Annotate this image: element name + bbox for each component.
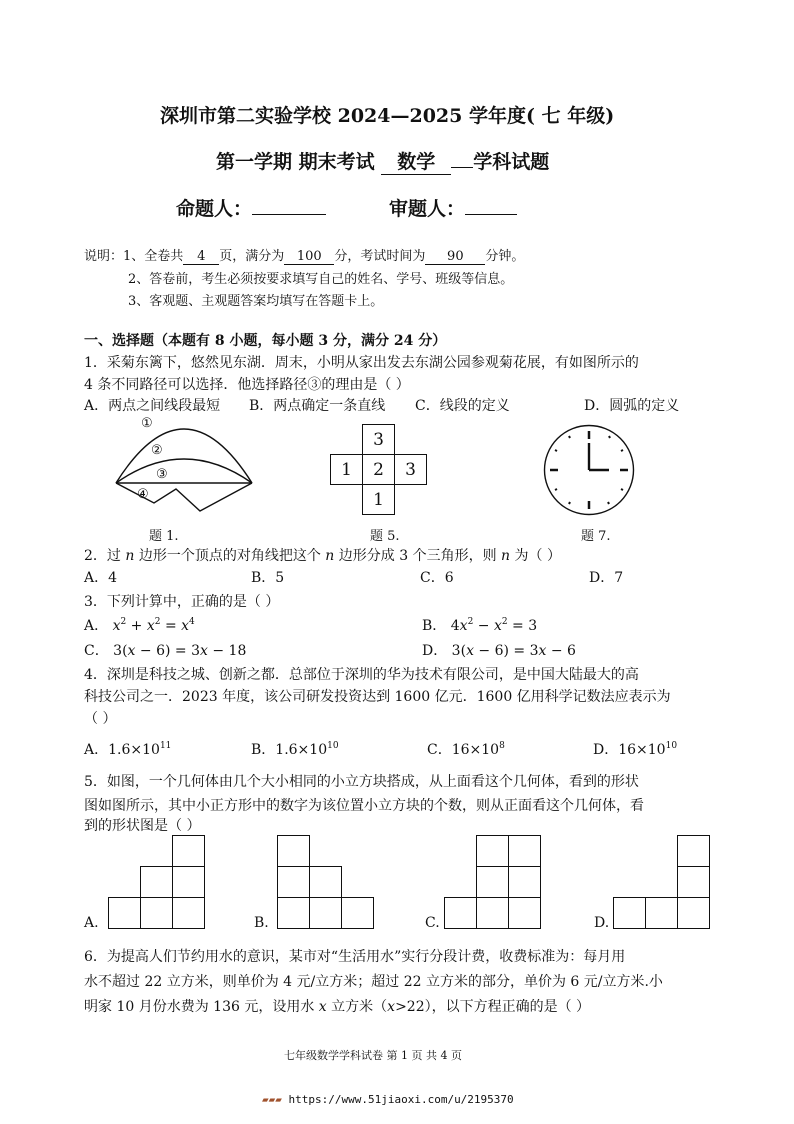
shape-a-cell — [172, 866, 205, 898]
q4-line2: 科技公司之一．2023 年度，该公司研发投资达到 1600 亿元．1600 亿用科学记数法应表示为 — [84, 689, 671, 705]
shape-d-cell — [677, 835, 710, 867]
subject-name: 数学 — [381, 147, 451, 175]
shape-a-cell — [172, 835, 205, 867]
q5-option-b: B. — [254, 915, 269, 931]
option-exponent: 8 — [499, 741, 505, 751]
instruction-label: 说明： — [84, 249, 124, 264]
shape-a-cell — [140, 897, 173, 929]
q6-text: 立方米（ — [326, 999, 388, 1015]
var-n: n — [501, 548, 511, 564]
q3-option-b: B． $4x^2 - x^2 = 3$ — [422, 617, 538, 634]
shape-c-cell — [476, 897, 509, 929]
section-title: 一、选择题（本题有 8 小题，每小题 3 分，满分 24 分） — [84, 333, 447, 349]
option-value: 1.6×10 — [275, 742, 328, 758]
route-label-2: ② — [151, 443, 163, 458]
setter-line — [176, 194, 326, 221]
caption-fig5: 题 5. — [370, 529, 400, 544]
shape-c-cell — [476, 835, 509, 867]
full-score: 100 — [284, 249, 334, 265]
option-value: 16×10 — [451, 742, 500, 758]
caption-fig1: 题 1. — [149, 529, 179, 544]
grid-cell: 1 — [362, 484, 395, 515]
q5-option-c: C. — [425, 915, 440, 931]
shape-b-cell — [341, 897, 374, 929]
q5-line3: 到的形状图是（ ） — [84, 818, 201, 834]
setter-label: 命题人： — [176, 198, 253, 220]
page-footer: 七年级数学学科试卷 第 1 页 共 4 页 — [284, 1049, 462, 1062]
route-label-3: ③ — [156, 467, 168, 482]
q3-option-c: C． 3(x − 6) = 3x − 18 — [84, 643, 247, 659]
instruction-3: 3、客观题、主观题答案均填写在答题卡上。 — [128, 294, 384, 309]
route-label-1: ① — [141, 416, 153, 431]
q3-option-a: A． $x^2 + x^2 = x^4$ — [84, 617, 195, 634]
option-letter: A． — [84, 618, 109, 634]
q5-line2: 图如图所示，其中小正方形中的数字为该位置小立方块的个数，则从正面看这个几何体，看 — [84, 798, 644, 814]
reviewer-label: 审题人： — [389, 198, 466, 220]
option-letter: D． — [593, 742, 619, 758]
q2-text: 为（ ） — [510, 548, 561, 564]
var-x: x — [387, 999, 396, 1015]
instruction-text: 1、全卷共 — [123, 249, 184, 264]
reviewer-line — [389, 194, 517, 221]
grid-cell: 3 — [362, 424, 395, 455]
shape-b-cell — [277, 897, 310, 929]
q1-option-b: B．两点确定一条直线 — [249, 398, 386, 414]
q3-stem: 3．下列计算中，正确的是（ ） — [84, 594, 280, 610]
watermark-url: https://www.51jiaoxi.com/u/2195370 — [288, 1093, 514, 1106]
q2-option-c: C．6 — [420, 570, 454, 586]
shape-c-cell — [508, 866, 541, 898]
q4-line3: （ ） — [84, 711, 117, 727]
q3-option-d: D． 3(x − 6) = 3x − 6 — [422, 643, 576, 659]
q2-option-b: B．5 — [251, 570, 285, 586]
option-exponent: 11 — [159, 741, 172, 751]
shape-c-cell — [508, 835, 541, 867]
shape-d-cell — [677, 897, 710, 929]
caption-fig7: 题 7. — [581, 529, 611, 544]
q2-stem — [84, 545, 561, 565]
instruction-text: 分，考试时间为 — [334, 249, 426, 264]
shape-c-cell — [476, 866, 509, 898]
q2-text: 边形分成 3 个三角形，则 — [334, 548, 502, 564]
instruction-text: 页，满分为 — [219, 249, 285, 264]
shape-d-cell — [677, 866, 710, 898]
q5-option-a: A. — [84, 915, 99, 931]
option-letter: C． — [84, 643, 109, 659]
option-letter: B． — [251, 742, 276, 758]
grid-cell: 1 — [330, 454, 363, 485]
grid-cell: 3 — [394, 454, 427, 485]
q6-text: >22），以下方程正确的是（ ） — [395, 999, 591, 1015]
q1-line1: 1．采菊东篱下，悠然见东湖．周末，小明从家出发去东湖公园参观菊花展，有如图所示的 — [84, 355, 639, 371]
shape-b-cell — [309, 866, 342, 898]
q6-line3 — [84, 996, 590, 1016]
watermark-icon: ▰▰▰ — [262, 1093, 282, 1106]
option-letter: A． — [84, 742, 109, 758]
option-value: 1.6×10 — [108, 742, 160, 758]
shape-c-cell — [444, 897, 477, 929]
shape-a-cell — [108, 897, 141, 929]
shape-a-cell — [140, 866, 173, 898]
q2-text: 边形一个顶点的对角线把这个 — [134, 548, 326, 564]
q6-line1: 6．为提高人们节约用水的意识，某市对“生活用水”实行分段计费，收费标准为：每月用 — [84, 949, 626, 965]
route-label-4: ④ — [137, 487, 149, 502]
shape-d-cell — [645, 897, 678, 929]
clock-figure — [543, 424, 635, 516]
q4-line1: 4．深圳是科技之城、创新之都．总部位于深圳的华为技术有限公司，是中国大陆最大的高 — [84, 667, 639, 683]
q1-line2: 4 条不同路径可以选择．他选择路径③的理由是（ ） — [84, 377, 410, 393]
q2-option-d: D．7 — [589, 570, 624, 586]
option-exponent: 10 — [327, 741, 339, 751]
q5-line1: 5．如图，一个几何体由几个大小相同的小立方块搭成，从上面看这个几何体，看到的形状 — [84, 774, 639, 790]
page-count: 4 — [183, 249, 219, 265]
q5-option-d: D. — [594, 915, 610, 931]
option-exponent: 10 — [665, 741, 678, 751]
instruction-2: 2、答卷前，考生必须按要求填写自己的姓名、学号、班级等信息。 — [128, 272, 514, 287]
q4-option-a — [84, 739, 171, 759]
q6-line2: 水不超过 22 立方米，则单价为 4 元/立方米；超过 22 立方米的部分，单价为 6 元/立方米.小 — [84, 974, 663, 990]
instruction-text: 分钟。 — [485, 249, 525, 264]
watermark-row — [262, 1093, 514, 1106]
var-n: n — [325, 548, 335, 564]
shape-c-cell — [508, 897, 541, 929]
q6-text: 明家 10 月份水费为 136 元，设用水 — [84, 999, 319, 1015]
var-x: x — [318, 999, 327, 1015]
shape-b-cell — [277, 866, 310, 898]
q1-option-d: D．圆弧的定义 — [584, 398, 680, 414]
var-n: n — [125, 548, 135, 564]
shape-b-cell — [277, 835, 310, 867]
subtitle-suffix: 学科试题 — [473, 151, 550, 173]
option-value: 16×10 — [618, 742, 666, 758]
exam-minutes: 90 — [425, 249, 485, 265]
q1-option-a: A．两点之间线段最短 — [84, 398, 221, 414]
q2-text: 2．过 — [84, 548, 126, 564]
exam-title: 深圳市第二实验学校 2024—2025 学年度( 七 年级) — [160, 105, 615, 127]
route-figure — [104, 415, 264, 515]
option-letter: D． — [422, 643, 448, 659]
instruction-1 — [84, 245, 524, 265]
shape-a-cell — [172, 897, 205, 929]
option-letter: C． — [427, 742, 452, 758]
grid-cell: 2 — [362, 454, 395, 485]
shape-b-cell — [309, 897, 342, 929]
shape-d-cell — [613, 897, 646, 929]
q4-option-d — [593, 739, 677, 759]
q4-option-b — [251, 739, 339, 759]
q4-option-c — [427, 739, 505, 759]
q2-option-a: A．4 — [84, 570, 118, 586]
subtitle-prefix: 第一学期 期末考试 — [216, 151, 382, 173]
exam-subtitle — [216, 147, 549, 175]
q1-option-c: C．线段的定义 — [415, 398, 510, 414]
option-letter: B． — [422, 618, 447, 634]
